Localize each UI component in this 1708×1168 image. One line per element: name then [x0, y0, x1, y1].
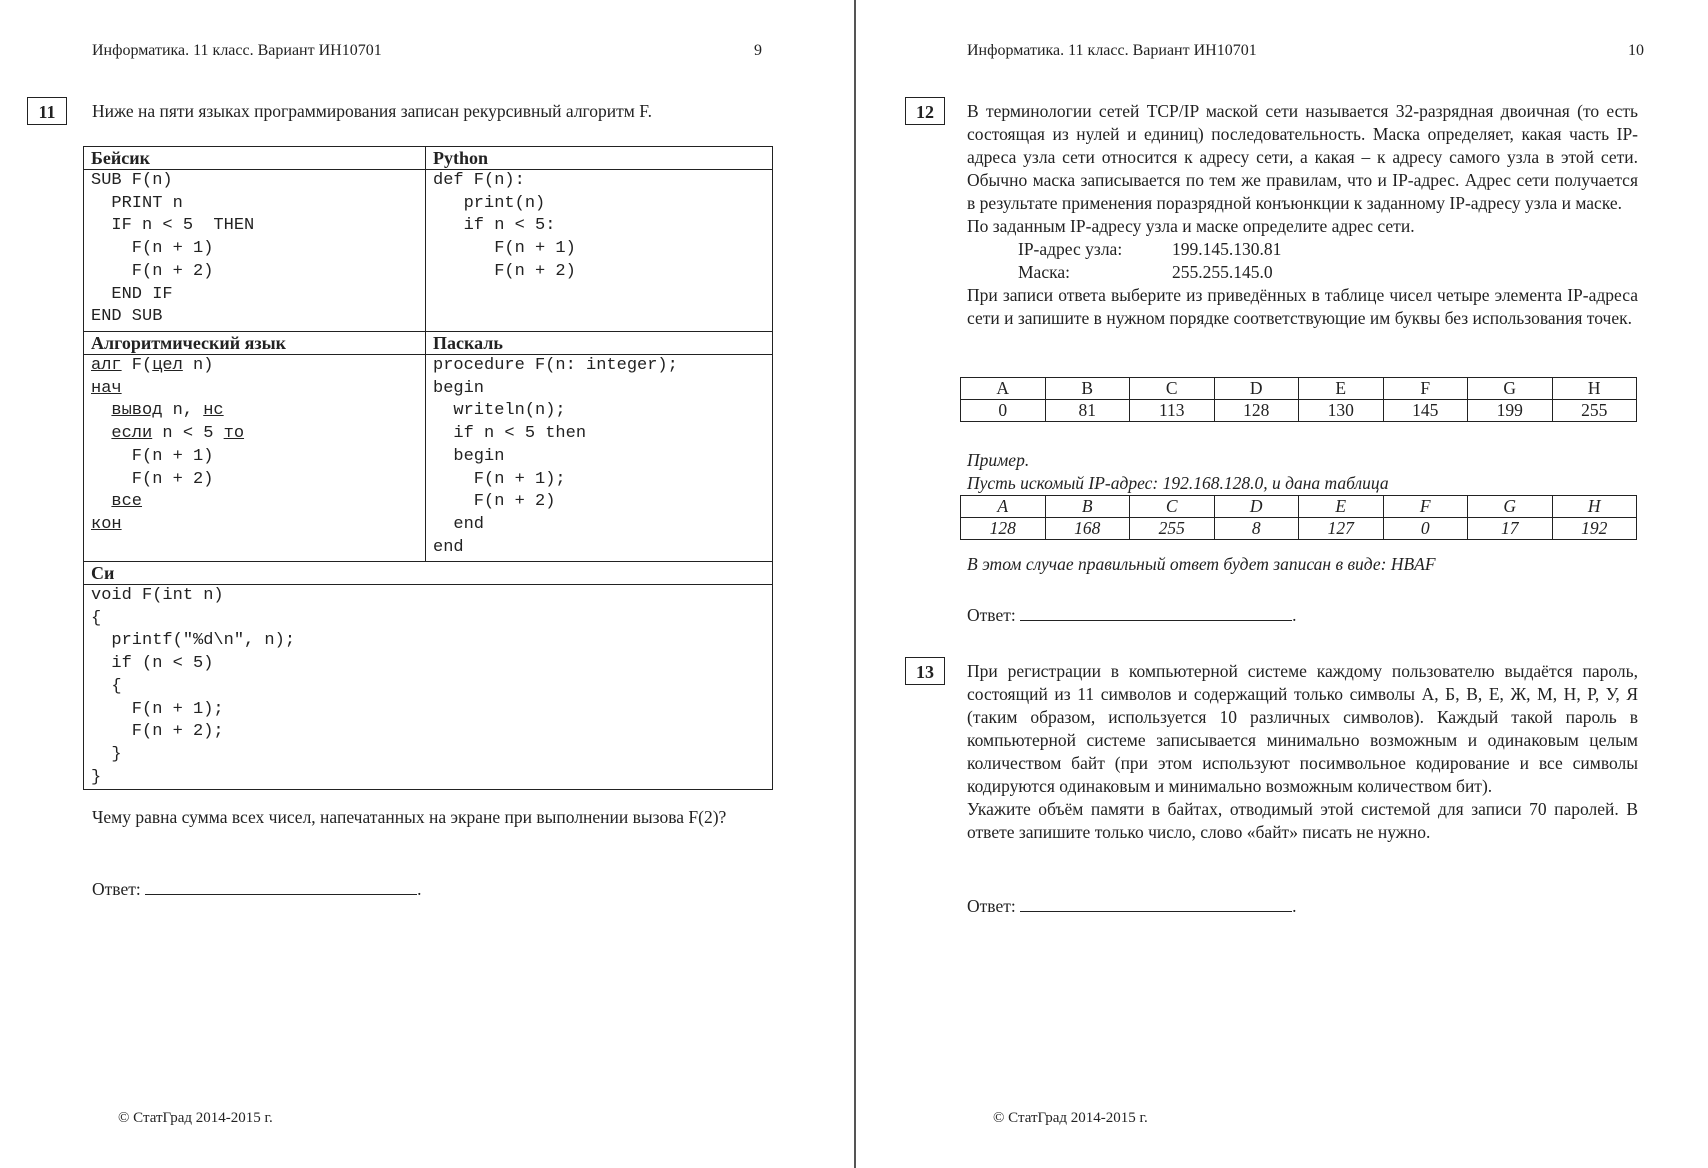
q12-answer-label: Ответ:: [967, 605, 1016, 625]
table-cell: 199: [1468, 400, 1553, 422]
q12-table-values: [961, 400, 1637, 422]
q12-ip-value: 199.145.130.81: [1172, 239, 1282, 259]
table-cell: 145: [1383, 400, 1468, 422]
page-number-right: 10: [1628, 42, 1644, 59]
q12-example-text: Пусть искомый IP-адрес: 192.168.128.0, и дана таблица: [967, 473, 1389, 493]
table-cell: G: [1468, 378, 1553, 400]
table-cell: 128: [1214, 400, 1299, 422]
table-cell: 128: [961, 518, 1046, 540]
header-c: Си: [84, 562, 773, 585]
q11-answer: Ответ: .: [92, 876, 421, 900]
q12-mask-value: 255.255.145.0: [1172, 262, 1273, 282]
table-cell: G: [1468, 496, 1553, 518]
q11-question: Чему равна сумма всех чисел, напечатанных на экране при выполнении вызова F(2)?: [92, 807, 727, 827]
footer-right: © СтатГрад 2014-2015 г.: [993, 1110, 1148, 1126]
q12-para3: При записи ответа выберите из приведённых в таблице чисел четыре элемента IP-адреса сети и запишите в нужном порядке соответствующие им буквы без использования точек.: [967, 285, 1638, 328]
q13-para2: Укажите объём памяти в байтах, отводимый этой системой для записи 70 паролей. В ответе запишите только число, слово «байт» писать не нужно.: [967, 799, 1638, 842]
table-cell: F: [1383, 378, 1468, 400]
q13-answer-field[interactable]: [1020, 893, 1292, 912]
q12-example: [967, 449, 1638, 495]
q13-para1: При регистрации в компьютерной системе каждому пользователю выдаётся пароль, состоящий из 11 символов и содержащий только символы А, Б, В, Е, Ж, М, Н, Р, У, Я (таким образом, используется 10 различных символов). Каждый такой пароль в компьютерной системе записывается минимально возможным и одинаковым целым количеством байт (при этом используют посимвольное кодирование и все символы кодируются одинаковым и минимально возможным количеством бит).: [967, 661, 1638, 796]
table-cell: 168: [1045, 518, 1130, 540]
q12-mask-row: [967, 261, 1638, 284]
table-cell: F: [1383, 496, 1468, 518]
q12-answer: Ответ: .: [967, 602, 1296, 626]
q12-answer-field[interactable]: [1020, 602, 1292, 621]
table-cell: 113: [1130, 400, 1215, 422]
table-cell: 130: [1299, 400, 1384, 422]
q11-code-table: [83, 146, 773, 790]
q12-ip-label: IP-адрес узла:: [1018, 239, 1123, 259]
header-basic: Бейсик: [84, 147, 426, 170]
code-basic: SUB F(n) PRINT n IF n < 5 THEN F(n + 1) F(n + 2) END IF END SUB: [84, 170, 426, 332]
table-cell: B: [1045, 496, 1130, 518]
page-number-left: 9: [754, 42, 762, 59]
table-cell: 0: [961, 400, 1046, 422]
table-cell: A: [961, 496, 1046, 518]
question-number-13: 13: [905, 657, 945, 685]
header-pascal: Паскаль: [426, 332, 773, 355]
q11-answer-label: Ответ:: [92, 879, 141, 899]
footer-left: © СтатГрад 2014-2015 г.: [118, 1110, 273, 1126]
table-cell: 81: [1045, 400, 1130, 422]
q12-example-answer: В этом случае правильный ответ будет записан в виде: HBAF: [967, 554, 1436, 574]
code-algo: алг F(цел n) нач вывод n, нс если n < 5 то F(n + 1) F(n + 2) все кон: [84, 355, 426, 562]
table-cell: A: [961, 378, 1046, 400]
table-cell: 8: [1214, 518, 1299, 540]
code-pascal: procedure F(n: integer); begin writeln(n); if n < 5 then begin F(n + 1); F(n + 2) end end: [426, 355, 773, 562]
q12-para2: По заданным IP-адресу узла и маске определите адрес сети.: [967, 216, 1415, 236]
code-python: def F(n): print(n) if n < 5: F(n + 1) F(n + 2): [426, 170, 773, 332]
q11-answer-field[interactable]: [145, 876, 417, 895]
table-cell: D: [1214, 496, 1299, 518]
q12-table: [960, 377, 1637, 422]
table-cell: 0: [1383, 518, 1468, 540]
table-cell: E: [1299, 378, 1384, 400]
table-cell: C: [1130, 378, 1215, 400]
q12-example-table: [960, 495, 1637, 540]
q12-example-title: Пример.: [967, 450, 1030, 470]
table-cell: 255: [1130, 518, 1215, 540]
header-title-left: Информатика. 11 класс. Вариант ИН10701: [92, 42, 382, 59]
q11-intro: Ниже на пяти языках программирования записан рекурсивный алгоритм F.: [92, 101, 652, 121]
q12-example-values: [961, 518, 1637, 540]
q12-text: [967, 100, 1638, 330]
question-number-11: 11: [27, 97, 67, 125]
q13-answer-label: Ответ:: [967, 896, 1016, 916]
table-cell: C: [1130, 496, 1215, 518]
q12-para1: В терминологии сетей TCP/IP маской сети называется 32-разрядная двоичная (то есть состоящая из нулей и единиц) последовательность. Маска определяет, какая часть IP-адреса узла сети относится к адресу сети, а какая – к адресу самого узла в этой сети. Обычно маска записывается по тем же правилам, что и IP-адрес. Адрес сети получается в результате применения поразрядной конъюнкции к заданному IP-адресу узла и маске.: [967, 101, 1638, 213]
table-cell: 127: [1299, 518, 1384, 540]
table-cell: 255: [1552, 400, 1637, 422]
question-number-12: 12: [905, 97, 945, 125]
q13-answer: Ответ: .: [967, 893, 1296, 917]
q12-example-letters: [961, 496, 1637, 518]
table-cell: H: [1552, 378, 1637, 400]
table-cell: 17: [1468, 518, 1553, 540]
header-title-right: Информатика. 11 класс. Вариант ИН10701: [967, 42, 1257, 59]
header-python: Python: [426, 147, 773, 170]
q13-text: [967, 660, 1638, 844]
q12-mask-label: Маска:: [1018, 262, 1070, 282]
table-cell: H: [1552, 496, 1637, 518]
q12-ip-row: [967, 238, 1638, 261]
header-algo: Алгоритмический язык: [84, 332, 426, 355]
table-cell: D: [1214, 378, 1299, 400]
q12-table-letters: [961, 378, 1637, 400]
code-c: void F(int n) { printf("%d\n", n); if (n < 5) { F(n + 1); F(n + 2); } }: [84, 585, 773, 790]
table-cell: 192: [1552, 518, 1637, 540]
table-cell: E: [1299, 496, 1384, 518]
table-cell: B: [1045, 378, 1130, 400]
